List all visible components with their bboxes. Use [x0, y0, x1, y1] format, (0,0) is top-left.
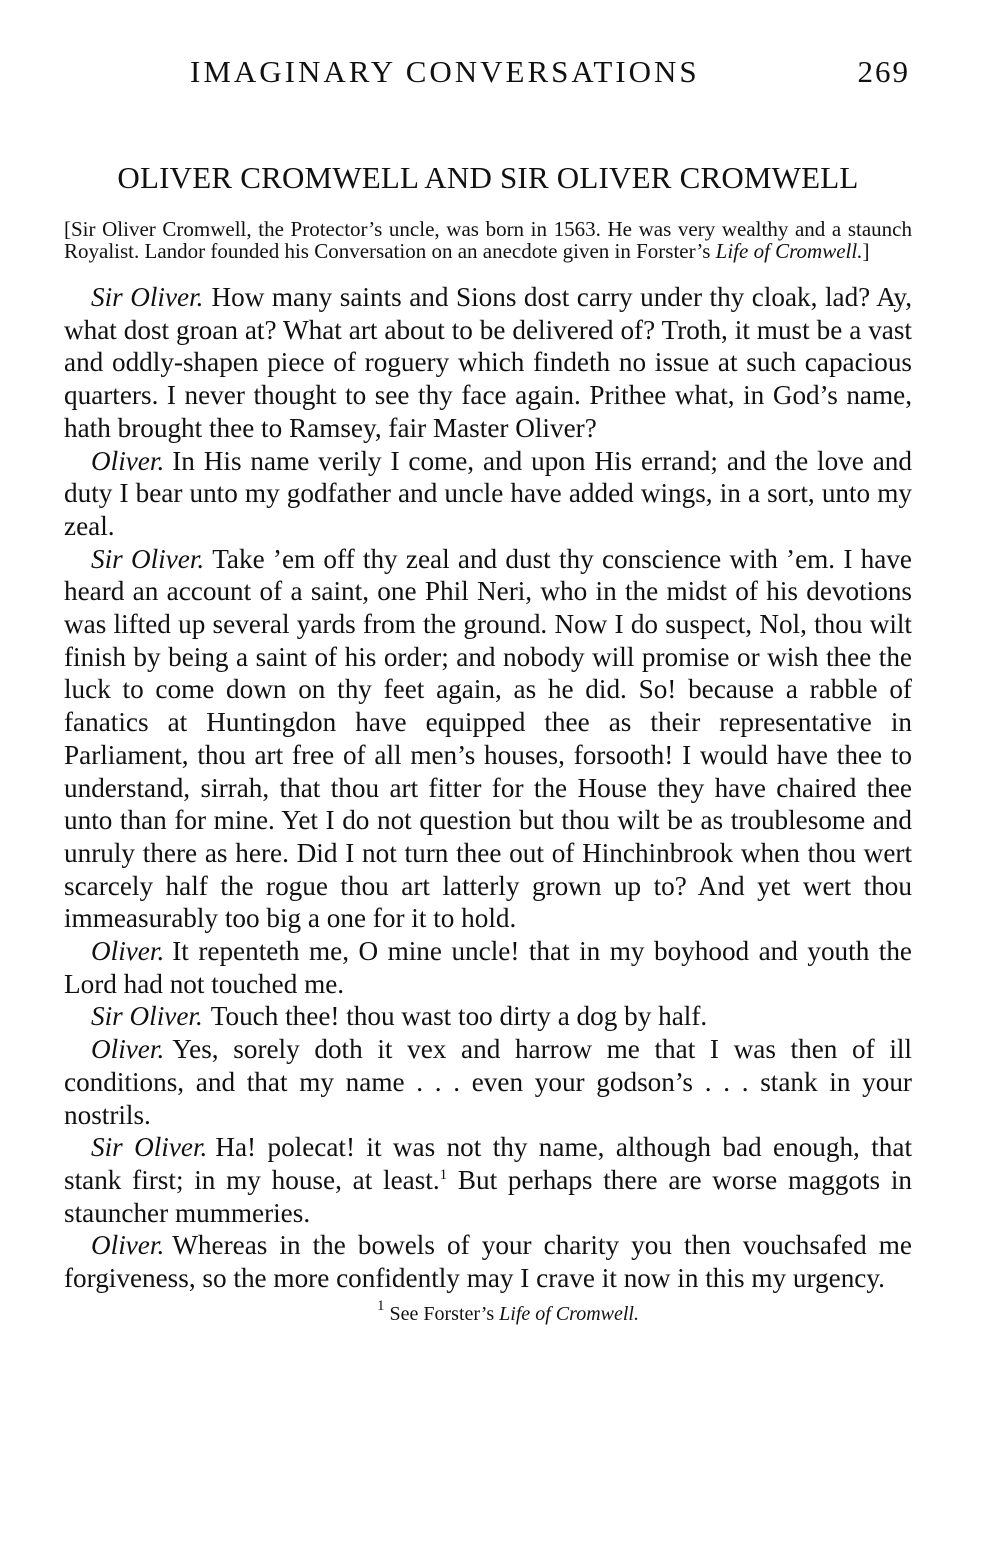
- speech-paragraph: [64, 1229, 912, 1294]
- speech-paragraph: [64, 281, 912, 445]
- speaker-name: Sir Oliver.: [91, 543, 205, 574]
- speech-paragraph: [64, 445, 912, 543]
- speech-text: Yes, sorely doth it vex and harrow me that I was then of ill conditions, and that my name . . . even your godson’s . . . stank in your nostrils.: [64, 1034, 912, 1130]
- speech-paragraph: [64, 935, 912, 1000]
- speech-paragraph: [64, 1033, 912, 1131]
- speech-paragraph: [64, 1000, 912, 1033]
- running-title: IMAGINARY CONVERSATIONS: [190, 54, 700, 89]
- speech-text: Whereas in the bowels of your charity you then vouchsafed me forgiveness, so the more confidently may I crave it now in this my urgency.: [64, 1230, 912, 1294]
- speaker-name: Oliver.: [91, 445, 165, 476]
- book-page: [64, 50, 912, 1326]
- speech-text: It repenteth me, O mine uncle! that in my boyhood and youth the Lord had not touched me.: [64, 936, 912, 999]
- speech-paragraph: [64, 1131, 912, 1229]
- footnote-text: See Forster’s: [384, 1302, 500, 1325]
- speaker-name: Oliver.: [91, 1034, 165, 1065]
- footnote-reference: 1: [439, 1166, 448, 1183]
- speaker-name: Oliver.: [91, 936, 165, 967]
- footnote: [64, 1297, 912, 1326]
- speaker-name: Sir Oliver.: [91, 1132, 208, 1163]
- headnote-text: [Sir Oliver Cromwell, the Protector’s uncle, was born in 1563. He was very wealthy and a staunch Royalist. Landor founded his Conversation on an anecdote given in Forster’s: [64, 217, 912, 263]
- dialogue: [64, 281, 912, 1295]
- headnote: [64, 218, 912, 262]
- speaker-name: Sir Oliver.: [91, 1001, 203, 1032]
- footnote-mark: 1: [377, 1297, 385, 1314]
- speech-paragraph: [64, 543, 912, 935]
- speaker-name: Oliver.: [91, 1230, 165, 1261]
- speech-text: How many saints and Sions dost carry under thy cloak, lad? Ay, what dost groan at? What art about to be delivered of? Troth, it must be a vast and oddly-shapen piece of roguery which findeth no issue at such capacious quarters. I never thought to see thy face again. Prithee what, in God’s name, hath brought thee to Ramsey, fair Master Oliver?: [64, 282, 913, 443]
- footnote-book-title: Life of Cromwell.: [499, 1302, 639, 1325]
- speech-text-continuation: But perhaps there are worse maggots in stauncher mummeries.: [64, 1164, 913, 1228]
- speech-text: Take ’em off thy zeal and dust thy conscience with ’em. I have heard an account of a saint, one Phil Neri, who in the midst of his devotions was lifted up several yards from the ground. Now I do suspect, Nol, thou wilt finish by being a saint of his order; and nobody will promise or wish thee the luck to come down on thy feet again, as he did. So! because a rabble of fanatics at Huntingdon have equipped thee as their representative in Parliament, thou art free of all men’s houses, forsooth! I would have thee to understand, sirrah, that thou art fitter for the House they have chaired thee unto than for mine. Yet I do not question but thou wilt be as troublesome and unruly there as here. Did I not turn thee out of Hinchinbrook when thou wert scarcely half the rogue thou art latterly grown up to? And yet wert thou immeasurably too big a one for it to hold.: [64, 543, 912, 934]
- speech-text: Touch thee! thou wast too dirty a dog by half.: [210, 1001, 708, 1032]
- headnote-closing-bracket: ]: [862, 239, 870, 263]
- speech-text: Ha! polecat! it was not thy name, although bad enough, that stank first; in my house, at least.: [64, 1132, 912, 1195]
- headnote-book-title: Life of Cromwell.: [715, 239, 863, 263]
- speech-text: In His name verily I come, and upon His errand; and the love and duty I bear unto my godfather and uncle have added wings, in a sort, unto my zeal.: [64, 445, 912, 541]
- speaker-name: Sir Oliver.: [91, 282, 204, 312]
- page-number: 269: [857, 54, 910, 89]
- running-head: [64, 50, 912, 98]
- chapter-title: OLIVER CROMWELL AND SIR OLIVER CROMWELL: [117, 160, 859, 195]
